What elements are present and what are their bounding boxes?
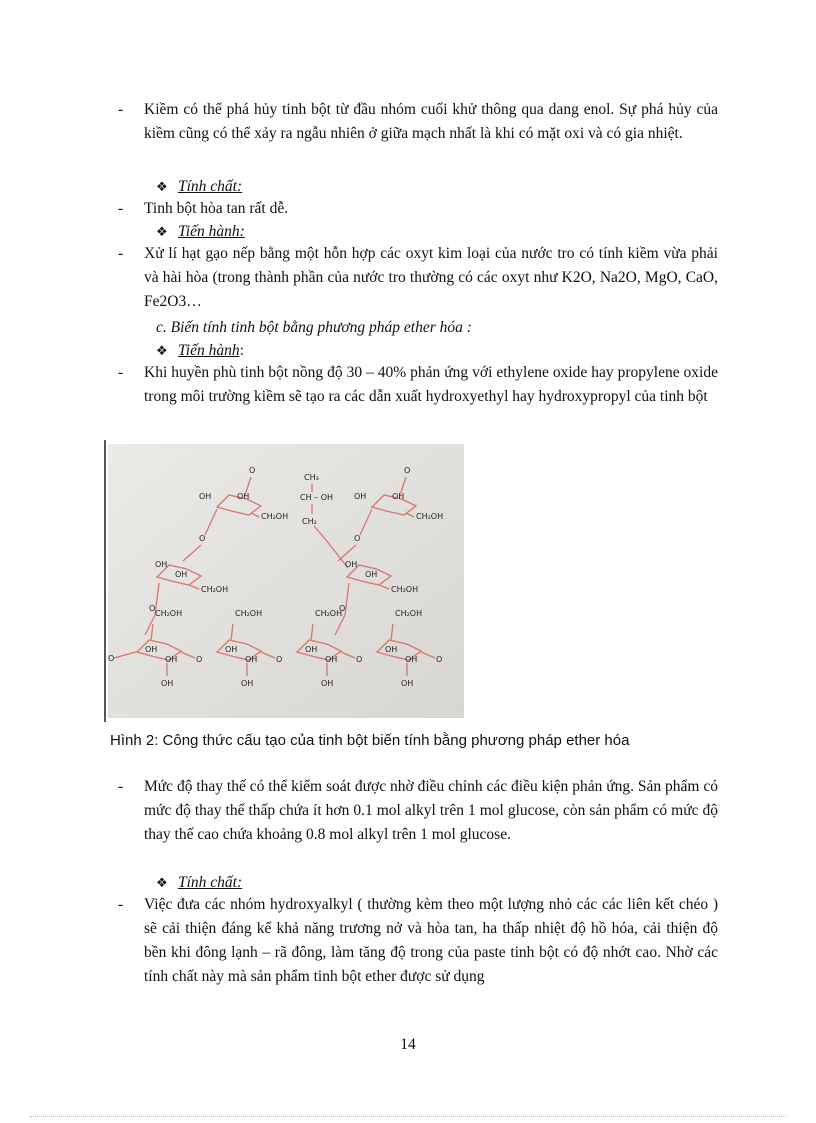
section-heading: c. Biến tính tinh bột bằng phương pháp ether hóa : — [156, 319, 472, 336]
list-item — [118, 98, 718, 146]
subheading-colon: : — [239, 342, 244, 359]
atom-label-ch2oh: CH₂OH — [315, 609, 343, 618]
atom-label-oh: OH — [345, 560, 358, 569]
atom-label-o: O — [356, 655, 363, 664]
atom-label-oh: OH — [321, 679, 334, 688]
atom-label-o: O — [108, 654, 115, 663]
dash-marker: - — [118, 101, 124, 118]
dash-marker: - — [118, 778, 124, 795]
atom-label-oh: OH — [354, 492, 367, 501]
atom-label-ch2oh: CH₂OH — [155, 609, 183, 618]
subheading-label: Tính chất: — [178, 178, 243, 195]
atom-label-oh: OH — [155, 560, 168, 569]
figure-ether-starch — [104, 440, 464, 720]
atom-label-ch2oh: CH₂OH — [235, 609, 263, 618]
page-bottom-rule — [30, 1116, 786, 1117]
diamond-bullet-icon: ❖ — [156, 224, 168, 239]
atom-label-o: O — [404, 466, 411, 475]
paragraph-text: Khi huyền phù tinh bột nồng độ 30 – 40% phản ứng với ethylene oxide hay propylene oxide trong môi trường kiềm sẽ tạo ra các dẫn xuất hydroxyethyl hay hydroxypropyl của tinh bột — [144, 364, 718, 405]
paragraph-text: Tinh bột hòa tan rất dễ. — [144, 200, 289, 217]
paragraph-text: Mức độ thay thế có thể kiểm soát được nhờ điều chỉnh các điều kiện phản ứng. Sản phẩm có mức độ thay thế thấp chứa ít hơn 0.1 mol alkyl trên 1 mol glucose, còn sản phẩm có mức độ thay thế cao chứa khoảng 0.8 mol alkyl trên 1 mol glucose. — [144, 778, 718, 843]
atom-label-oh: OH — [241, 679, 254, 688]
list-item — [118, 197, 718, 221]
atom-label-o: O — [149, 604, 156, 613]
diamond-bullet-icon: ❖ — [156, 179, 168, 194]
list-item — [118, 361, 718, 409]
atom-label-o: O — [196, 655, 203, 664]
subheading-label: Tính chất: — [178, 874, 243, 891]
list-item — [118, 242, 718, 314]
figure-left-border — [104, 440, 106, 722]
paragraph-text: Kiềm có thể phá hủy tinh bột từ đầu nhóm cuối khử thông qua dang enol. Sự phá hủy của kiềm cũng có thể xảy ra ngẫu nhiên ở giữa mạch nhất là khi có mặt oxi và có gia nhiệt. — [144, 101, 718, 142]
atom-label-oh: OH — [237, 492, 250, 501]
atom-label-oh: OH — [325, 655, 338, 664]
diamond-bullet-icon: ❖ — [156, 343, 168, 358]
subheading-label: Tiến hành — [178, 342, 240, 359]
atom-label-oh: OH — [405, 655, 418, 664]
subheading — [156, 871, 242, 895]
paragraph-text: Xử lí hạt gạo nếp bằng một hỗn hợp các oxyt kim loại của nước tro có tính kiềm vừa phải và hài hòa (trong thành phần của nước tro thường có các oxyt như K2O, Na2O, MgO, CaO, Fe2O3… — [144, 245, 718, 310]
atom-label-o: O — [436, 655, 443, 664]
dash-marker: - — [118, 364, 124, 381]
atom-label-o: O — [339, 604, 346, 613]
atom-label-oh: OH — [365, 570, 378, 579]
atom-label-ch2oh: CH₂OH — [391, 585, 419, 594]
subheading-label: Tiến hành: — [178, 223, 245, 240]
atom-label-oh: OH — [305, 645, 318, 654]
atom-label-choh: CH – OH — [300, 493, 333, 502]
atom-label-oh: OH — [161, 679, 174, 688]
atom-label-oh: OH — [245, 655, 258, 664]
atom-label-ch2: CH₂ — [302, 517, 317, 526]
paragraph-text: Việc đưa các nhóm hydroxyalkyl ( thường kèm theo một lượng nhỏ các các liên kết chéo ) sẽ cải thiện đáng kể khả năng trương nở và hòa tan, ha thấp nhiệt độ hồ hóa, cải thiện độ bền khi đông lạnh – rã đông, làm tăng độ trong của paste tinh bột có độ nhớt cao. Nhờ các tính chất này mà sản phẩm tinh bột ether được sử dụng — [144, 896, 718, 985]
atom-label-oh: OH — [385, 645, 398, 654]
atom-label-o: O — [249, 466, 256, 475]
chemical-structure-diagram — [104, 440, 464, 720]
figure-background — [108, 444, 464, 718]
page-number: 14 — [400, 1036, 416, 1053]
atom-label-oh: OH — [199, 492, 212, 501]
figure-caption: Hình 2: Công thức cấu tạo của tinh bột biến tính bằng phương pháp ether hóa — [110, 732, 630, 749]
atom-label-o: O — [199, 534, 206, 543]
atom-label-ch2oh: CH₂OH — [261, 512, 289, 521]
atom-label-o: O — [354, 534, 361, 543]
subheading — [156, 175, 242, 199]
atom-label-oh: OH — [392, 492, 405, 501]
list-item — [118, 893, 718, 989]
atom-label-ch2oh: CH₂OH — [395, 609, 423, 618]
dash-marker: - — [118, 200, 124, 217]
atom-label-ch2oh: CH₂OH — [416, 512, 444, 521]
atom-label-oh: OH — [175, 570, 188, 579]
atom-label-oh: OH — [165, 655, 178, 664]
atom-label-ch3: CH₃ — [304, 473, 319, 482]
subheading — [156, 220, 245, 244]
dash-marker: - — [118, 896, 124, 913]
atom-label-ch2oh: CH₂OH — [201, 585, 229, 594]
atom-label-oh: OH — [401, 679, 414, 688]
atom-label-oh: OH — [145, 645, 158, 654]
subheading — [156, 339, 244, 363]
atom-label-o: O — [276, 655, 283, 664]
diamond-bullet-icon: ❖ — [156, 875, 168, 890]
list-item — [118, 775, 718, 847]
atom-label-oh: OH — [225, 645, 238, 654]
dash-marker: - — [118, 245, 124, 262]
